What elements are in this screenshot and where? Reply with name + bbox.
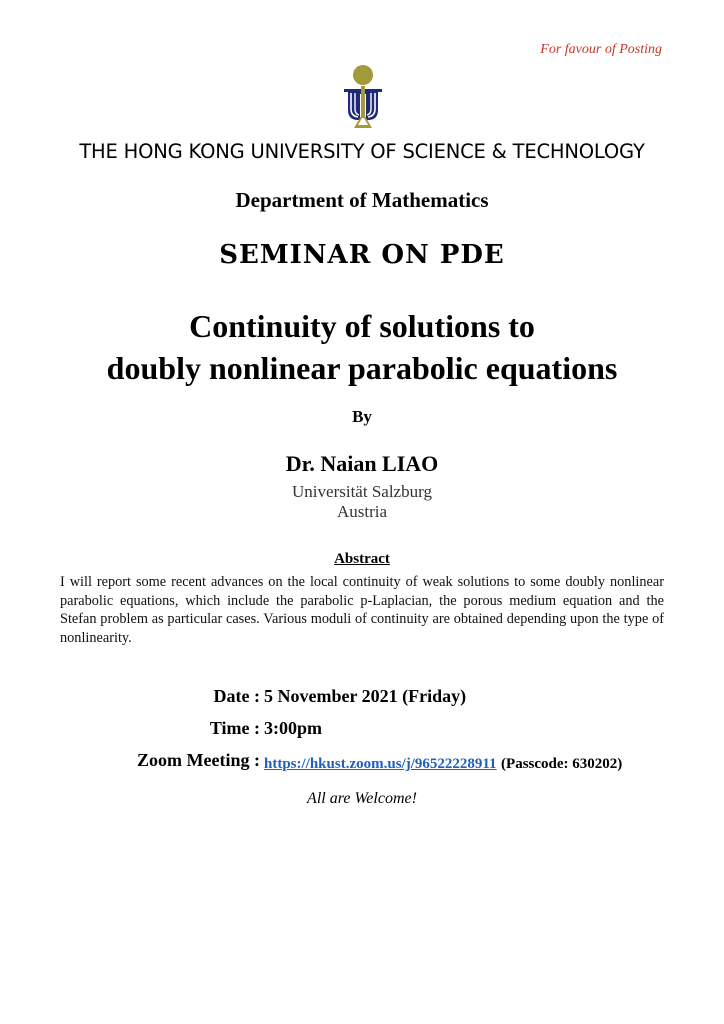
affiliation-line2: Austria <box>336 502 388 521</box>
seminar-title: SEMINAR ON PDE <box>219 240 505 270</box>
talk-title <box>0 305 724 389</box>
talk-title-line1: Continuity of solutions to <box>189 308 535 344</box>
date-label: Date : <box>213 686 260 706</box>
abstract-text: I will report some recent advances on the local continuity of weak solutions to some doubly nonlinear parabolic equations, which include the parabolic p-Laplacian, the porous medium equation and the Stefan problem as particular cases. Various moduli of continuity are obtained depending upon the type of nonlinearity. <box>60 574 664 646</box>
time-row <box>0 718 724 742</box>
hkust-logo-icon <box>338 64 388 132</box>
date-row <box>0 686 724 710</box>
university-name: THE HONG KONG UNIVERSITY OF SCIENCE & TECHNOLOGY <box>79 140 645 163</box>
zoom-row <box>0 750 724 774</box>
date-value: 5 November 2021 (Friday) <box>264 686 467 706</box>
zoom-label: Zoom Meeting : <box>137 750 260 770</box>
affiliation-line1: Universität Salzburg <box>292 482 432 501</box>
department-name: Department of Mathematics <box>235 188 489 212</box>
time-label: Time : <box>209 718 260 738</box>
speaker-affiliation <box>0 482 724 522</box>
zoom-passcode: (Passcode: 630202) <box>501 756 623 772</box>
talk-title-line2: doubly nonlinear parabolic equations <box>106 350 618 386</box>
speaker-name: Dr. Naian LIAO <box>285 451 439 476</box>
time-value: 3:00pm <box>264 718 322 738</box>
welcome-note: All are Welcome! <box>307 790 417 807</box>
abstract-heading: Abstract <box>334 551 390 567</box>
zoom-meeting-link[interactable]: https://hkust.zoom.us/j/96522228911 <box>264 756 497 772</box>
zoom-value <box>264 752 622 773</box>
posting-note: For favour of Posting <box>540 42 662 57</box>
by-label: By <box>352 407 372 426</box>
